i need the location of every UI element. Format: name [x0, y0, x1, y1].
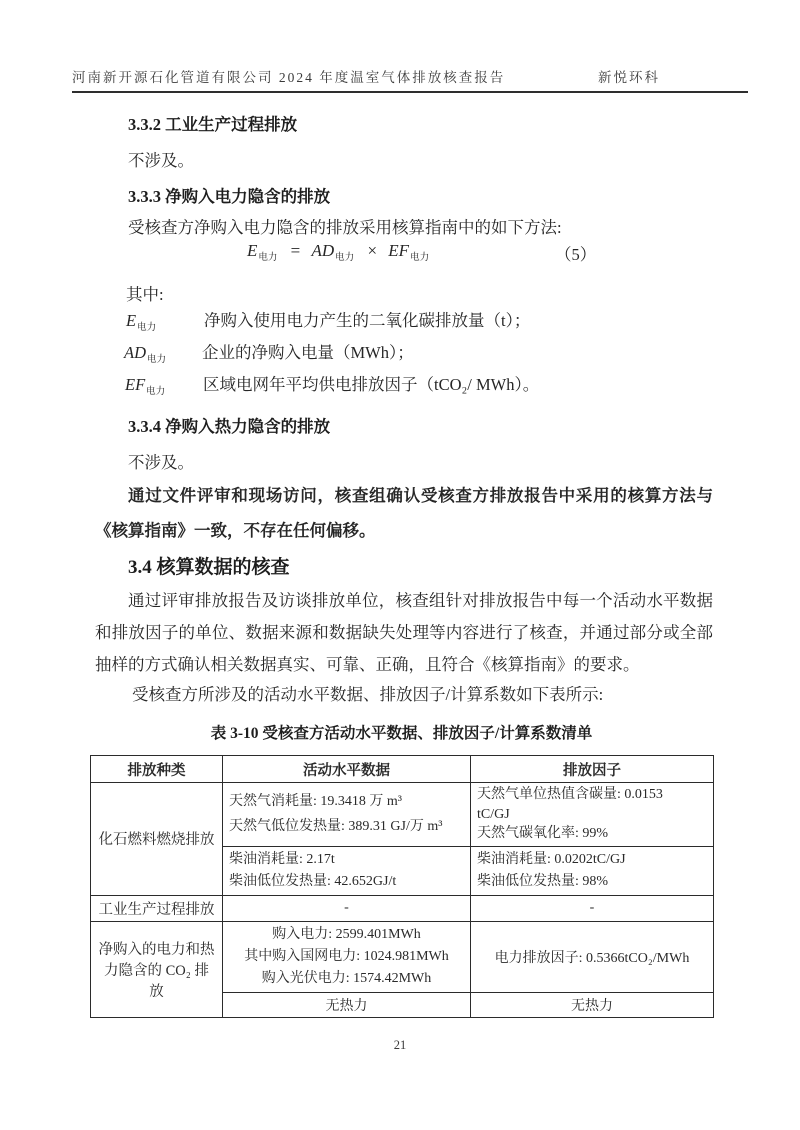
paragraph-data-check: [95, 585, 713, 681]
heading-3-3-4: 3.3.4 净购入热力隐含的排放: [128, 417, 331, 436]
table-title: 表 3-10 受核查方活动水平数据、排放因子/计算系数清单: [210, 725, 593, 742]
cell-industrial-activity: -: [223, 895, 471, 921]
where-label: 其中:: [126, 285, 164, 304]
diesel-consumption: 柴油消耗量: 2.17t: [229, 851, 335, 867]
definition-ef: [95, 373, 713, 404]
formula-5-row: [95, 241, 713, 267]
paragraph-table-intro: 受核查方所涉及的活动水平数据、排放因子/计算系数如下表所示:: [132, 685, 604, 704]
table-row-purchased-electricity: [91, 921, 714, 992]
cell-industrial-factor: -: [471, 895, 714, 921]
definition-ef-desc: 区域电网年平均供电排放因子（tCO₂/ MWh）。: [203, 375, 540, 394]
conclusion-line-1: 通过文件评审和现场访问，核查组确认受核查方排放报告中采用的核算方法与: [128, 486, 713, 505]
formula-ef-subscript: 电力: [410, 253, 430, 263]
cell-electricity-factor: 电力排放因子: 0.5366tCO₂/MWh: [471, 921, 714, 992]
definition-ad: [95, 341, 713, 372]
cell-diesel-factor: [471, 846, 714, 895]
header-report-title: 河南新开源石化管道有限公司 2024 年度温室气体排放核查报告: [72, 70, 506, 85]
cell-fossil-category: 化石燃料燃烧排放: [91, 783, 223, 896]
gas-carbon-content: 天然气单位热值含碳量: 0.0153: [477, 787, 663, 802]
purchased-grid-electricity: 其中购入国网电力: 1024.981MWh: [244, 948, 449, 964]
formula-ad-subscript: 电力: [335, 253, 355, 263]
conclusion-line-2: 《核算指南》一致，不存在任何偏移。: [95, 521, 376, 540]
definition-ad-desc: 企业的净购入电量（MWh）；: [202, 343, 414, 362]
cell-heat-activity: 无热力: [223, 992, 471, 1017]
formula-e-symbol: E: [247, 241, 258, 260]
col-header-activity-data: 活动水平数据: [223, 756, 471, 783]
formula-ad-symbol: AD: [311, 241, 335, 260]
paragraph-method-intro: 受核查方净购入电力隐含的排放采用核算指南中的如下方法:: [128, 218, 562, 237]
cell-electricity-activity: [223, 921, 471, 992]
equals-sign: =: [290, 241, 301, 260]
diesel-carbon-content: 柴油消耗量: 0.0202tC/GJ: [477, 851, 626, 867]
heading-3-3-3: 3.3.3 净购入电力隐含的排放: [128, 187, 331, 206]
formula-number: （5）: [555, 245, 597, 264]
paragraph-not-involved-2: 不涉及。: [128, 453, 194, 472]
ef-subscript: 电力: [146, 387, 166, 397]
multiply-sign: ×: [367, 241, 378, 260]
purchased-electricity-total: 购入电力: 2599.401MWh: [272, 926, 421, 942]
definition-ad-term: [95, 341, 202, 372]
cell-purchased-category: 净购入的电力和热力隐含的 CO₂ 排放: [91, 921, 223, 1017]
page-number: 21: [393, 1038, 407, 1052]
activity-data-table: [90, 755, 714, 1018]
definition-e-term: [95, 309, 204, 340]
formula-ef-symbol: EF: [388, 241, 410, 260]
ad-subscript: 电力: [147, 355, 167, 365]
heading-3-3-2: 3.3.2 工业生产过程排放: [128, 115, 298, 134]
cell-gas-factor: [471, 783, 714, 847]
definition-e: [95, 309, 713, 340]
ef-symbol: EF: [125, 375, 146, 394]
e-subscript: 电力: [137, 323, 157, 333]
ad-symbol: AD: [124, 343, 146, 362]
table-row-industrial-process: [91, 895, 714, 921]
definition-e-desc: 净购入使用电力产生的二氧化碳排放量（t）；: [204, 311, 531, 330]
formula-expression: [247, 241, 431, 263]
page-header: [72, 58, 748, 93]
data-check-line-2: 和排放因子的单位、数据来源和数据缺失处理等内容进行了核查，并通过部分或全部: [95, 623, 713, 642]
gas-oxidation-rate: 天然气碳氧化率: 99%: [477, 826, 609, 841]
cell-diesel-activity: [223, 846, 471, 895]
purchased-pv-electricity: 购入光伏电力: 1574.42MWh: [261, 970, 432, 986]
definition-ef-term: [95, 373, 203, 404]
cell-gas-activity: [223, 783, 471, 847]
table-row-natural-gas: [91, 783, 714, 847]
col-header-emission-factor: 排放因子: [471, 756, 714, 783]
gas-carbon-content-unit: tC/GJ: [477, 806, 510, 822]
cell-heat-factor: 无热力: [471, 992, 714, 1017]
e-symbol: E: [126, 311, 137, 330]
paragraph-conclusion: [95, 478, 713, 548]
table-header-row: [91, 756, 714, 783]
diesel-heating-value: 柴油低位发热量: 42.652GJ/t: [229, 873, 397, 889]
paragraph-not-involved-1: 不涉及。: [128, 151, 194, 170]
heading-3-4: 3.4 核算数据的核查: [128, 557, 290, 578]
diesel-oxidation-rate: 柴油低位发热量: 98%: [477, 873, 609, 889]
data-check-line-3: 抽样的方式确认相关数据真实、可靠、正确，且符合《核算指南》的要求。: [95, 655, 640, 674]
gas-consumption: 天然气消耗量: 19.3418 万 m³: [229, 794, 402, 810]
formula-e-subscript: 电力: [258, 253, 278, 263]
gas-heating-value: 天然气低位发热量: 389.31 GJ/万 m³: [229, 819, 443, 835]
cell-industrial-category: 工业生产过程排放: [91, 895, 223, 921]
col-header-emission-type: 排放种类: [91, 756, 223, 783]
data-check-line-1: 通过评审排放报告及访谈排放单位，核查组针对排放报告中每一个活动水平数据: [128, 591, 713, 610]
header-org-name: 新悦环科: [598, 70, 660, 85]
